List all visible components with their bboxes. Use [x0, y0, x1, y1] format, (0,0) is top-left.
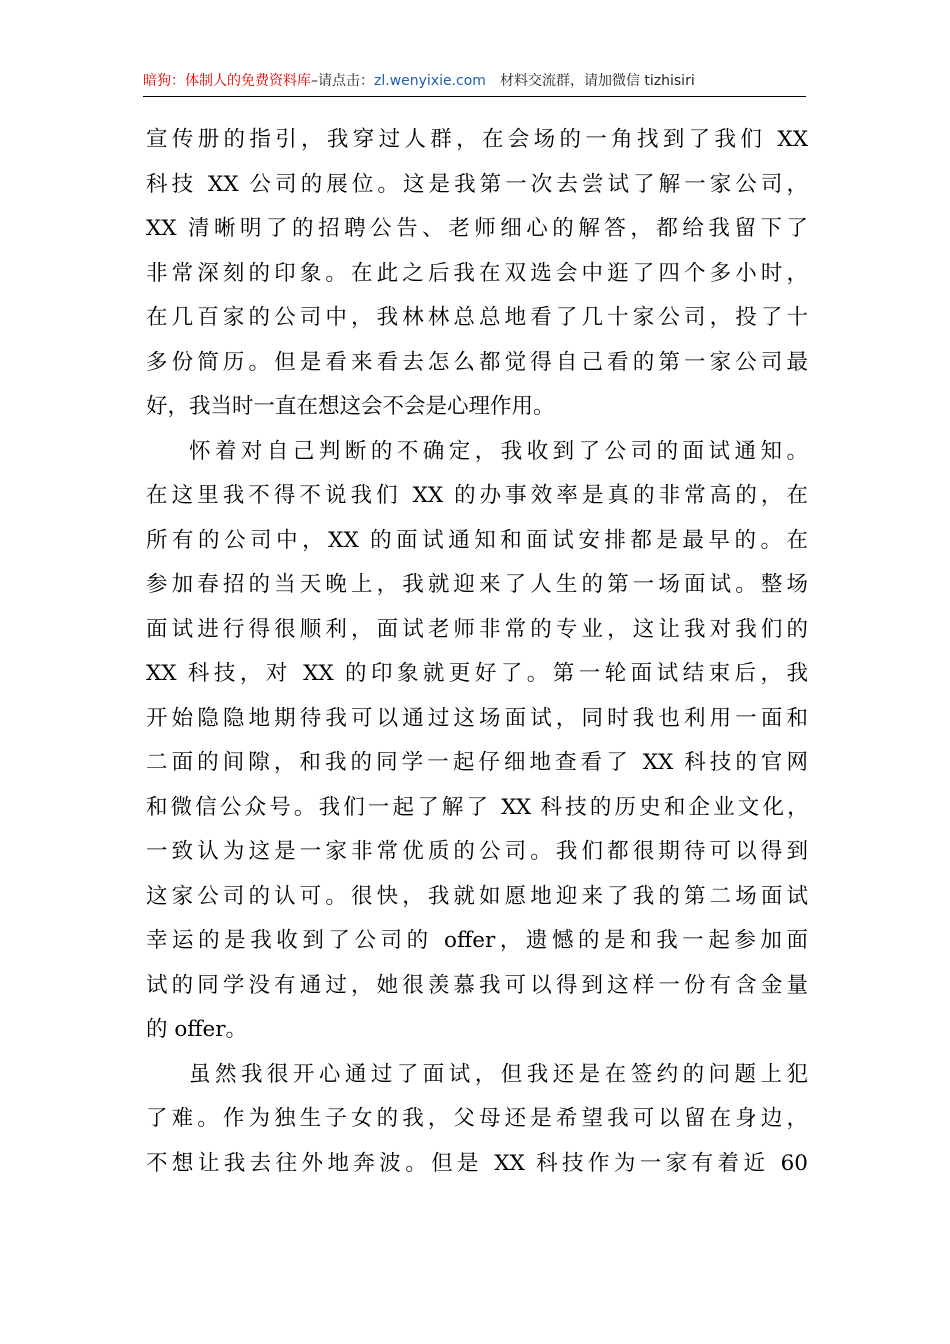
- text-line: 好，我当时一直在想这会不会是心理作用。: [146, 394, 555, 419]
- document-body: [146, 118, 808, 1186]
- text-line: 面试进行得很顺利，面试老师非常的专业，这让我对我们的: [146, 616, 808, 642]
- text-line: 幸运的是我收到了公司的 offer，遗憾的是和我一起参加面: [146, 928, 808, 953]
- text-line: 参加春招的当天晚上，我就迎来了人生的第一场面试。整场: [146, 572, 808, 597]
- header-site-name: 暗狗：体制人的免费资料库: [143, 73, 311, 89]
- text-line: 一致认为这是一家非常优质的公司。我们都很期待可以得到: [146, 839, 808, 864]
- text-line: 在几百家的公司中，我林林总总地看了几十家公司，投了十: [146, 305, 808, 330]
- page-header: [143, 66, 806, 97]
- text-line: 的 offer。: [146, 1017, 248, 1042]
- text-line: 这家公司的认可。很快，我就如愿地迎来了我的第二场面试: [146, 883, 808, 909]
- text-line: XX 科技，对 XX 的印象就更好了。第一轮面试结束后，我: [146, 661, 808, 686]
- text-line: 宣传册的指引，我穿过人群，在会场的一角找到了我们 XX: [146, 127, 808, 152]
- text-line: 不想让我去往外地奔波。但是 XX 科技作为一家有着近 60: [146, 1150, 808, 1176]
- text-line: 非常深刻的印象。在此之后我在双选会中逛了四个多小时，: [146, 260, 808, 286]
- text-line: 试的同学没有通过，她很羡慕我可以得到这样一份有含金量: [146, 972, 808, 998]
- text-line: 二面的间隙，和我的同学一起仔细地查看了 XX 科技的官网: [146, 750, 808, 775]
- text-line: 多份简历。但是看来看去怎么都觉得自己看的第一家公司最: [146, 349, 808, 375]
- text-line: 虽然我很开心通过了面试，但我还是在签约的问题上犯: [189, 1061, 808, 1087]
- text-line: 在这里我不得不说我们 XX 的办事效率是真的非常高的，在: [146, 483, 808, 508]
- text-line: 科技 XX 公司的展位。这是我第一次去尝试了解一家公司，: [146, 171, 808, 197]
- text-line: 怀着对自己判断的不确定，我收到了公司的面试通知。: [189, 438, 808, 464]
- text-line: 和微信公众号。我们一起了解了 XX 科技的历史和企业文化，: [146, 794, 808, 820]
- text-line: XX 清晰明了的招聘公告、老师细心的解答，都给我留下了: [146, 216, 808, 241]
- header-click-prompt: –请点击：: [311, 73, 374, 89]
- text-line: 开始隐隐地期待我可以通过这场面试，同时我也利用一面和: [146, 705, 808, 731]
- header-wechat-notice: 材料交流群，请加微信 tizhisiri: [499, 73, 695, 89]
- header-url-link[interactable]: zl.wenyixie.com: [374, 73, 486, 89]
- text-line: 所有的公司中，XX 的面试通知和面试安排都是最早的。在: [146, 527, 808, 553]
- text-line: 了难。作为独生子女的我，父母还是希望我可以留在身边，: [146, 1106, 808, 1131]
